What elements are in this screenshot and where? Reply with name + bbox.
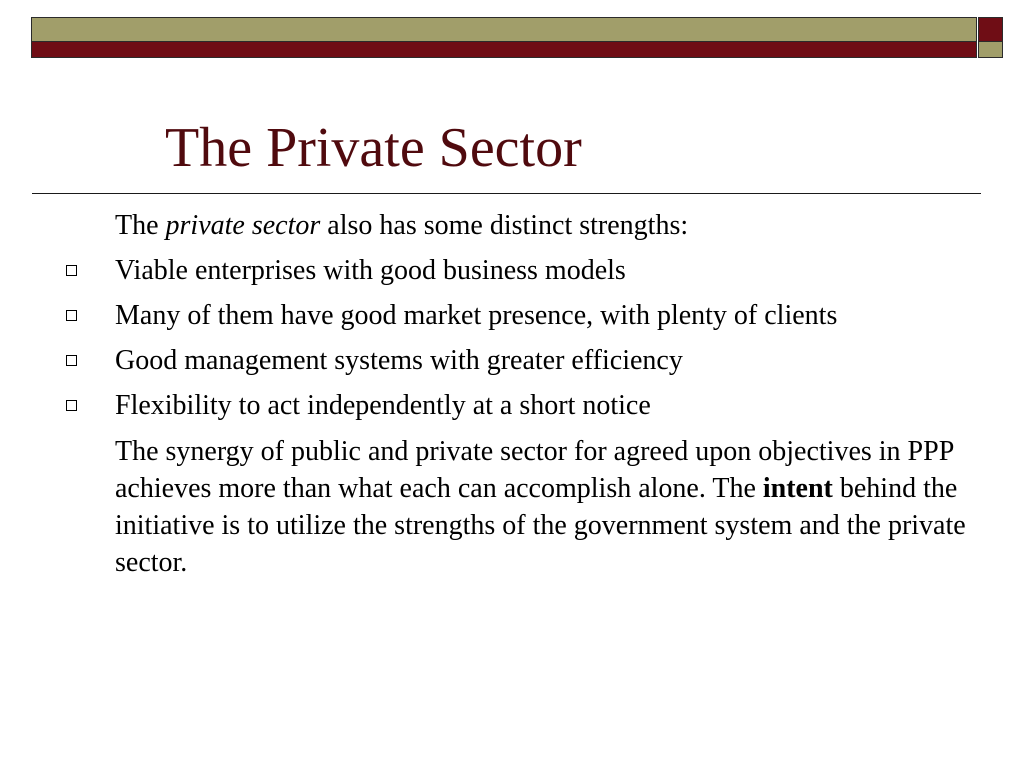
slide-title: The Private Sector [165,117,582,179]
bullet-text: Many of them have good market presence, with plenty of clients [115,300,838,331]
header-square-maroon [978,17,1003,42]
header-bar-olive [31,17,977,42]
closing-bold: intent [762,473,833,504]
header-bar-maroon [31,42,977,58]
closing-paragraph [115,433,985,581]
closing-after: behind the initiative is to utilize the strengths of the government system and the private sector. [115,473,966,578]
bullet-text: Flexibility to act independently at a short notice [115,390,651,421]
title-divider [32,193,981,194]
hollow-square-icon [66,310,77,321]
hollow-square-icon [66,400,77,411]
bullet-item [115,388,985,424]
bullet-item [115,343,985,379]
intro-emphasis: private sector [165,210,321,241]
slide-body [115,208,985,590]
hollow-square-icon [66,265,77,276]
header-square-olive [978,42,1003,58]
closing-before: The synergy of public and private sector for agreed upon objectives in PPP achieves more than what each can accomplish alone. The [115,436,954,504]
intro-after: also has some distinct strengths: [327,210,689,241]
bullet-item [115,298,985,334]
intro-paragraph [115,208,985,244]
hollow-square-icon [66,355,77,366]
bullet-text: Viable enterprises with good business models [115,255,626,286]
intro-before: The [115,210,159,241]
bullet-text: Good management systems with greater efficiency [115,345,683,376]
bullet-item [115,253,985,289]
